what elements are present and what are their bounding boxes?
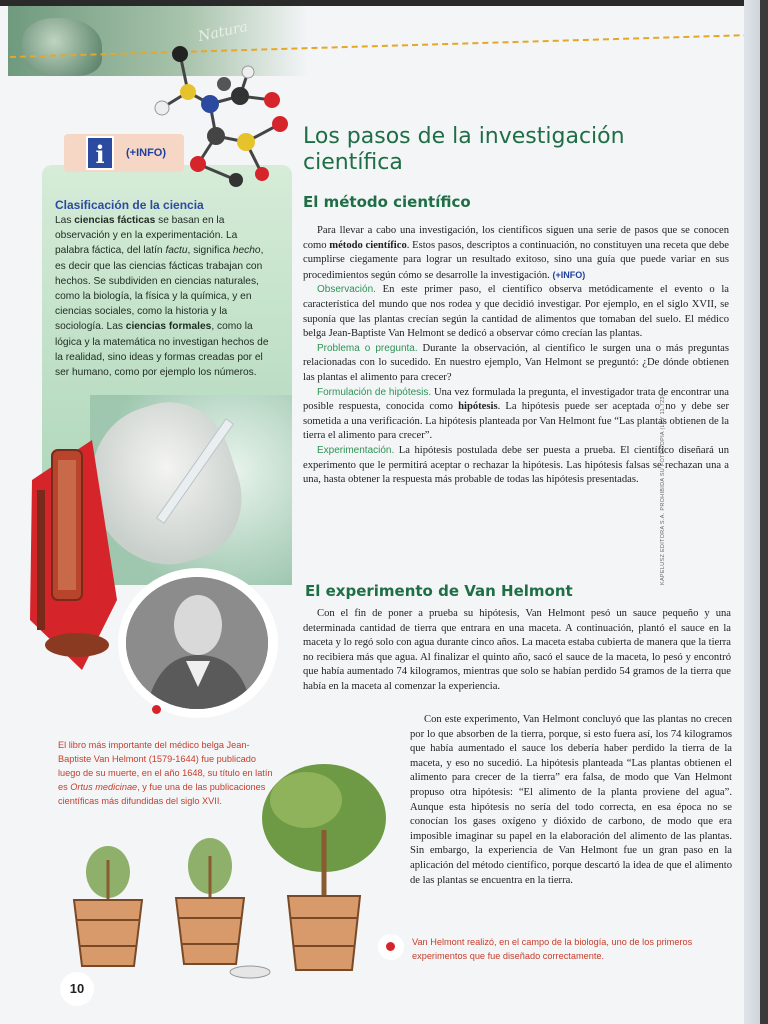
- van-helmont-portrait: [126, 577, 268, 709]
- page-title: Los pasos de la investigación científica: [303, 124, 625, 175]
- banknote-text: Natura: [196, 18, 250, 46]
- copyright-notice: KAPELUSZ EDITORA S.A. PROHIBIDA SU FOTOCOPIA (LEY 11.723): [660, 394, 666, 585]
- info-label: (+INFO): [126, 147, 167, 159]
- info-text-part: , significa: [187, 245, 233, 257]
- term-hipotesis: hipótesis: [458, 401, 498, 413]
- info-text-part: Las: [55, 215, 75, 226]
- term-problema: Problema o pregunta.: [317, 342, 418, 354]
- pot-small-2: [176, 838, 244, 964]
- pot-large: [262, 764, 386, 970]
- text-part: Una vez formulada la pregunta, el investigador trata de encontrar una posible respuesta, conocida como: [303, 386, 729, 413]
- paragraph-intro: [303, 224, 729, 283]
- term-formulacion: Formulación de hipótesis.: [317, 386, 432, 398]
- info-term-formales: ciencias formales: [125, 321, 212, 333]
- microscope-image: [22, 430, 122, 670]
- paragraph-experimento-2: Con este experimento, Van Helmont concluyó que las plantas no crecen por lo que absorben de la tierra, porque, si esto fuera así, los 74 kilogramos que había aumentado el sauce los debería haber perdido la tierra de la maceta, y eso no sucedió. La hipótesis planteada “Las plantas obtienen el alimento para crecer de la tierra” era falsa, de modo que Van Helmont propuso otra hipótesis: “El alimento de la planta proviene del agua”. Aunque esta hipótesis no sería del todo correcta, en esa época no se conocían los gases oxígeno y dióxido de carbono, de modo que era imposible imaginar su papel en la elaboración del alimento de las plantas. Sin embargo, la experiencia de Van Helmont fue un gran paso en la aplicación del método científico, porque descartó la idea de que el alimento de las plantas se encuentra en la tierra.: [410, 714, 732, 886]
- paragraph-experimento-1: Con el fin de poner a prueba su hipótesis, Van Helmont pesó un sauce pequeño y una determinada cantidad de tierra que entrara en una maceta. A continuación, plantó el sauce en la maceta y lo regó solo con agua durante cinco años. La maceta estaba cubierta de manera que la tierra no recibiera más que agua. Al finalizar el quinto año, sacó el sauce de la maceta, lo pesó y encontró que había aumentado 74 kilogramos, mientras que solo se habían perdido 54 gramos de la tierra que había en la maceta al comenzar la experiencia.: [303, 608, 731, 692]
- banknote-portrait: [22, 18, 102, 76]
- section-heading-metodo: El método científico: [303, 193, 471, 211]
- info-icon: i: [86, 136, 114, 170]
- info-term-hecho: hecho: [232, 245, 261, 257]
- text-part: . La hipótesis puede ser aceptada o no y debe ser sometida a una verificación. La hipótesis planteada por Van Helmont fue “Las plantas obtienen de la tierra el alimento para crecer”.: [303, 401, 729, 442]
- info-text-part: , es decir que las ciencias fácticas trabajan con hechos. Se subdividen en ciencias naturales, como la biología, la física y la química, y en ciencias sociales, como la historia y la sociología. Las: [55, 245, 264, 333]
- pot-small-1: [74, 846, 142, 966]
- text-part: La hipótesis postulada debe ser puesta a prueba. El científico diseñará un experimento que le permitirá aceptar o rechazar la hipótesis. Las hipótesis falsas se rechazan una a una, hasta obtener la respuesta más probable de todas las hipótesis presentadas.: [303, 444, 729, 486]
- text-part: En este primer paso, el científico observa metódicamente el evento o la característica del mundo que nos rodea y que decidió investigar. Por ejemplo, en el siglo XVII, se suponía que las plantas crecían según la cantidad de alimentos que tomaban del suelo. El médico belga Jean-Baptiste Van Helmont se dedicó a observar cómo crecían las plantas.: [303, 284, 729, 340]
- info-box-text: [55, 213, 270, 380]
- section-experimento-body-1: [303, 607, 731, 695]
- info-inline-link[interactable]: (+INFO): [552, 269, 586, 280]
- term-experimentacion: Experimentación.: [317, 444, 395, 456]
- page-number: 10: [69, 981, 85, 996]
- term-metodo-cientifico: método científico: [329, 239, 407, 251]
- info-term-factu: factu: [165, 245, 188, 257]
- section-experimento-body-2: [410, 713, 732, 888]
- caption-book-title: Ortus medicinae: [70, 782, 138, 792]
- caption-text-part: , y fue una de las publicaciones científicas más difundidas del siglo XVII.: [58, 782, 266, 806]
- molecule-model-image: [140, 44, 300, 194]
- info-term-facticas: ciencias fácticas: [74, 215, 156, 226]
- info-box-title: Clasificación de la ciencia: [55, 198, 204, 212]
- info-text-part: , como la lógica y la matemática no investigan hechos de la realidad, sino ideas y formas creadas por el ser humano, como por ejemplo los números.: [55, 321, 269, 379]
- scan-edge-right: [760, 0, 768, 1024]
- willow-experiment-illustration: [66, 760, 396, 980]
- caption-marker-dot-2: [386, 942, 395, 951]
- caption-marker-dot: [152, 705, 161, 714]
- term-observacion: Observación.: [317, 284, 376, 296]
- section-heading-experimento: El experimento de Van Helmont: [305, 582, 573, 600]
- text-part: Para llevar a cabo una investigación, los científicos siguen una serie de pasos que se conocen como: [303, 225, 729, 251]
- caption-text-part: El libro más importante del médico belga Jean-Baptiste Van Helmont (1579-1644) fue publicado luego de su muerte, en el año 1648, su título en latín es: [58, 740, 273, 792]
- experiment-caption: Van Helmont realizó, en el campo de la biología, uno de los primeros experimentos que fue diseñado correctamente.: [412, 937, 693, 961]
- text-part: Durante la observación, al científico le surgen una o más preguntas relacionadas con lo sucedido. En nuestro ejemplo, Van Helmont se preguntó: ¿De dónde obtienen las plantas el alimento para crecer?: [303, 342, 729, 383]
- text-part: . Estos pasos, descriptos a continuación, no constituyen una receta que debe cumplirse ciegamente para lograr un resultado exitoso, sino una guía que puede variar en sus procedimientos según cómo se desarrolle la investigación.: [303, 239, 729, 281]
- info-text-part: se basan en la observación y en la experimentación. La palabra fáctica, del latín: [55, 215, 238, 257]
